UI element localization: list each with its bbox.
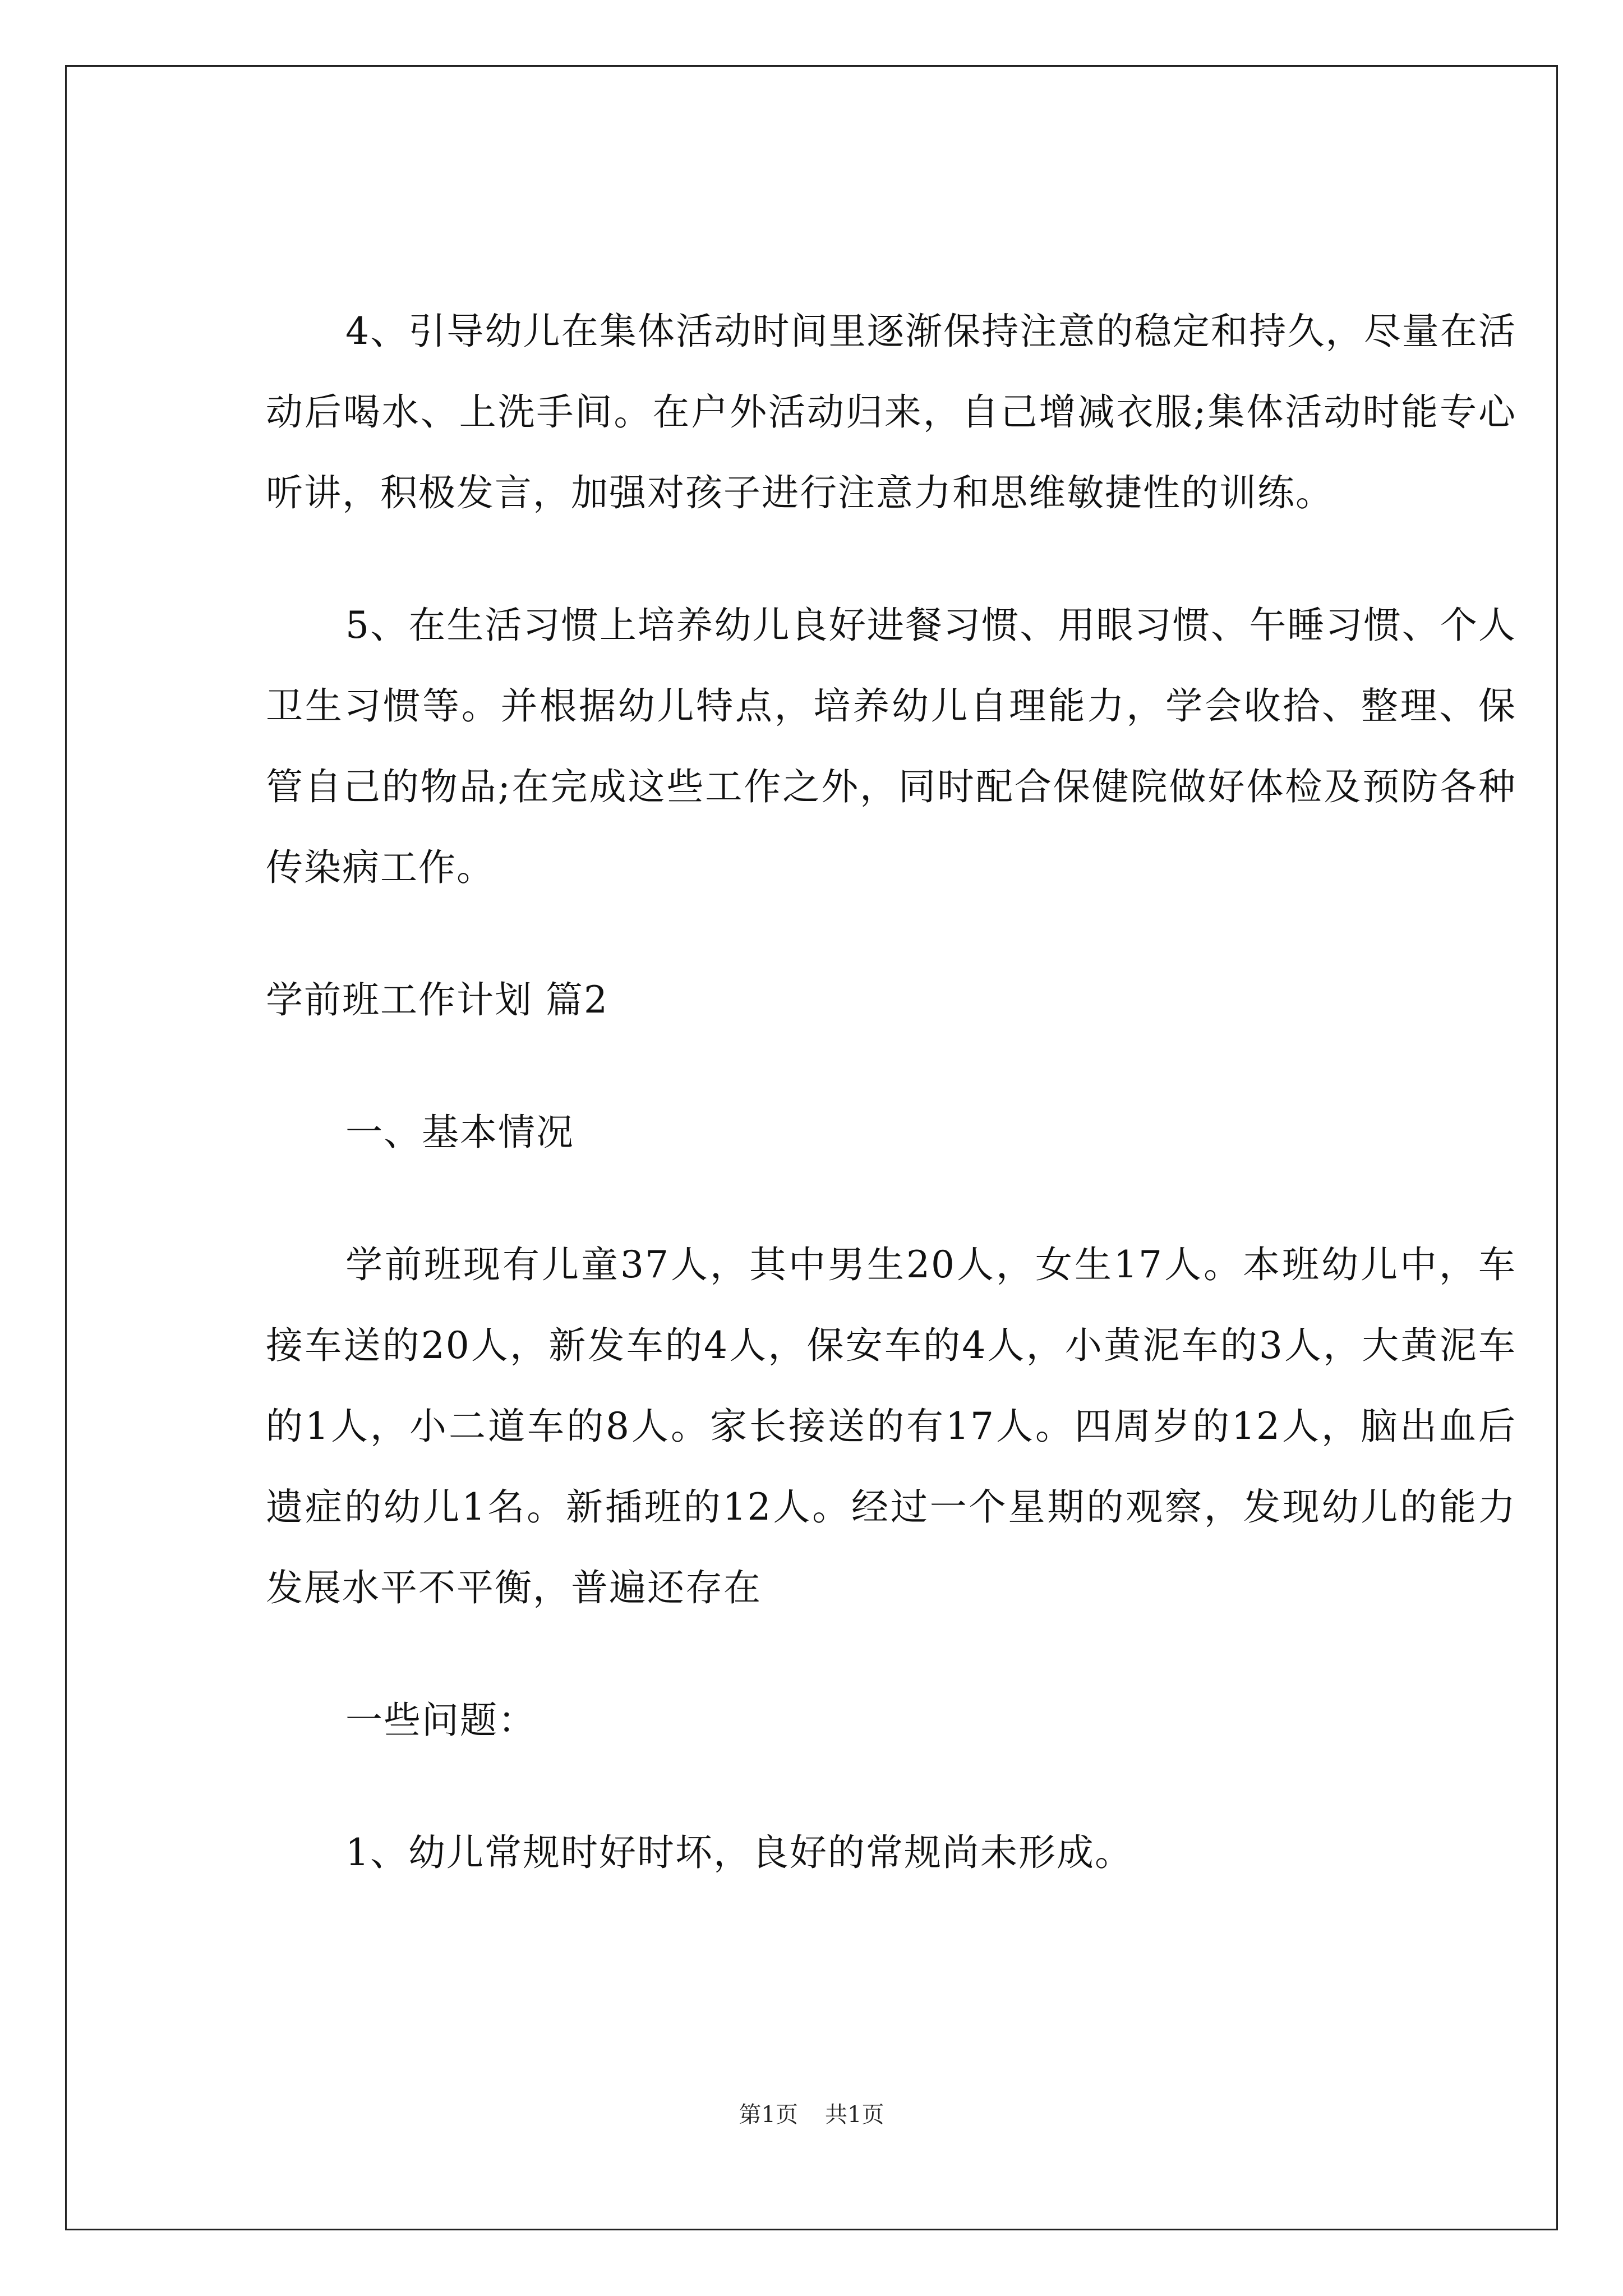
document-body	[266, 291, 1516, 1945]
page-frame	[65, 65, 1558, 2230]
paragraph-item-5: 5、在生活习惯上培养幼儿良好进餐习惯、用眼习惯、午睡习惯、个人卫生习惯等。并根据幼儿特点，培养幼儿自理能力，学会收拾、整理、保管自己的物品;在完成这些工作之外，同时配合保健院做好体检及预防各种传染病工作。	[266, 604, 1516, 889]
page-footer	[0, 2097, 1623, 2129]
section-heading: 学前班工作计划 篇2	[266, 978, 608, 1022]
paragraph-problems-intro: 一些问题：	[345, 1699, 536, 1742]
page-number: 第1页	[739, 2102, 798, 2128]
paragraph-item-4: 4、引导幼儿在集体活动时间里逐渐保持注意的稳定和持久，尽量在活动后喝水、上洗手间。在户外活动归来，自己增减衣服;集体活动时能专心听讲，积极发言，加强对孩子进行注意力和思维敏捷性的训练。	[266, 310, 1516, 514]
paragraph-basic-situation: 学前班现有儿童37人，其中男生20人，女生17人。本班幼儿中，车接车送的20人，新发车的4人，保安车的4人，小黄泥车的3人，大黄泥车的1人，小二道车的8人。家长接送的有17人。四周岁的12人，脑出血后遗症的幼儿1名。新插班的12人。经过一个星期的观察，发现幼儿的能力发展水平不平衡，普遍还存在	[266, 1243, 1516, 1609]
paragraph-problem-1: 1、幼儿常规时好时坏，良好的常规尚未形成。	[345, 1831, 1133, 1874]
subheading-basic-situation: 一、基本情况	[345, 1111, 574, 1154]
page-total: 共1页	[825, 2102, 884, 2128]
